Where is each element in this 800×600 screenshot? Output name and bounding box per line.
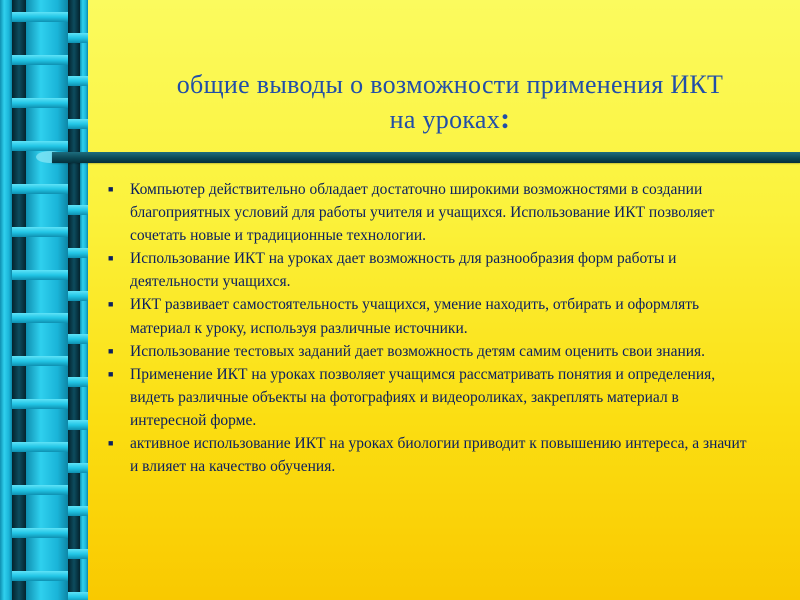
bullet-item xyxy=(108,247,748,293)
bullet-text: ИКТ развивает самостоятельность учащихся, умение находить, отбирать и оформлять материал к уроку, используя различные источники. xyxy=(130,296,700,337)
decorative-strip xyxy=(0,0,100,600)
bullet-item xyxy=(108,178,748,247)
bullet-marker-icon: ■ xyxy=(108,184,114,194)
bullet-item xyxy=(108,363,748,432)
title-divider xyxy=(52,152,800,163)
bullet-list xyxy=(108,178,748,478)
bullet-marker-icon: ■ xyxy=(108,368,114,379)
title-line-2: на уроках xyxy=(389,105,501,134)
bullet-marker-icon: ■ xyxy=(108,345,114,356)
title-line-2-wrap xyxy=(100,102,800,137)
slide-title xyxy=(100,68,800,137)
bullet-marker-icon: ■ xyxy=(108,253,114,264)
title-line-1: общие выводы о возможности применения ИКТ xyxy=(176,70,724,99)
bullet-text: активное использование ИКТ на уроках биологии приводит к повышению интереса, а значит и влияет на качество обучения. xyxy=(130,435,747,476)
bullet-text: Использование тестовых заданий дает возможность детям самим оценить свои знания. xyxy=(130,342,706,360)
title-colon: : xyxy=(500,102,511,135)
bullet-marker-icon: ■ xyxy=(108,438,114,449)
bullet-marker-icon: ■ xyxy=(108,299,114,310)
bullet-item xyxy=(108,340,748,363)
bullet-text: Компьютер действительно обладает достаточно широкими возможностями в создании благоприятных условий для работы учителя и учащихся. Использование ИКТ позволяет сочетать новые и традиционные технологии. xyxy=(130,181,715,245)
bullet-text: Применение ИКТ на уроках позволяет учащимся рассматривать понятия и определения, видеть различные объекты на фотографиях и видеороликах, закреплять материал в интересной форме. xyxy=(130,365,716,429)
bullet-item xyxy=(108,432,748,478)
bullet-item xyxy=(108,293,748,339)
bullet-text: Использование ИКТ на уроках дает возможность для разнообразия форм работы и деятельности учащихся. xyxy=(130,250,677,291)
